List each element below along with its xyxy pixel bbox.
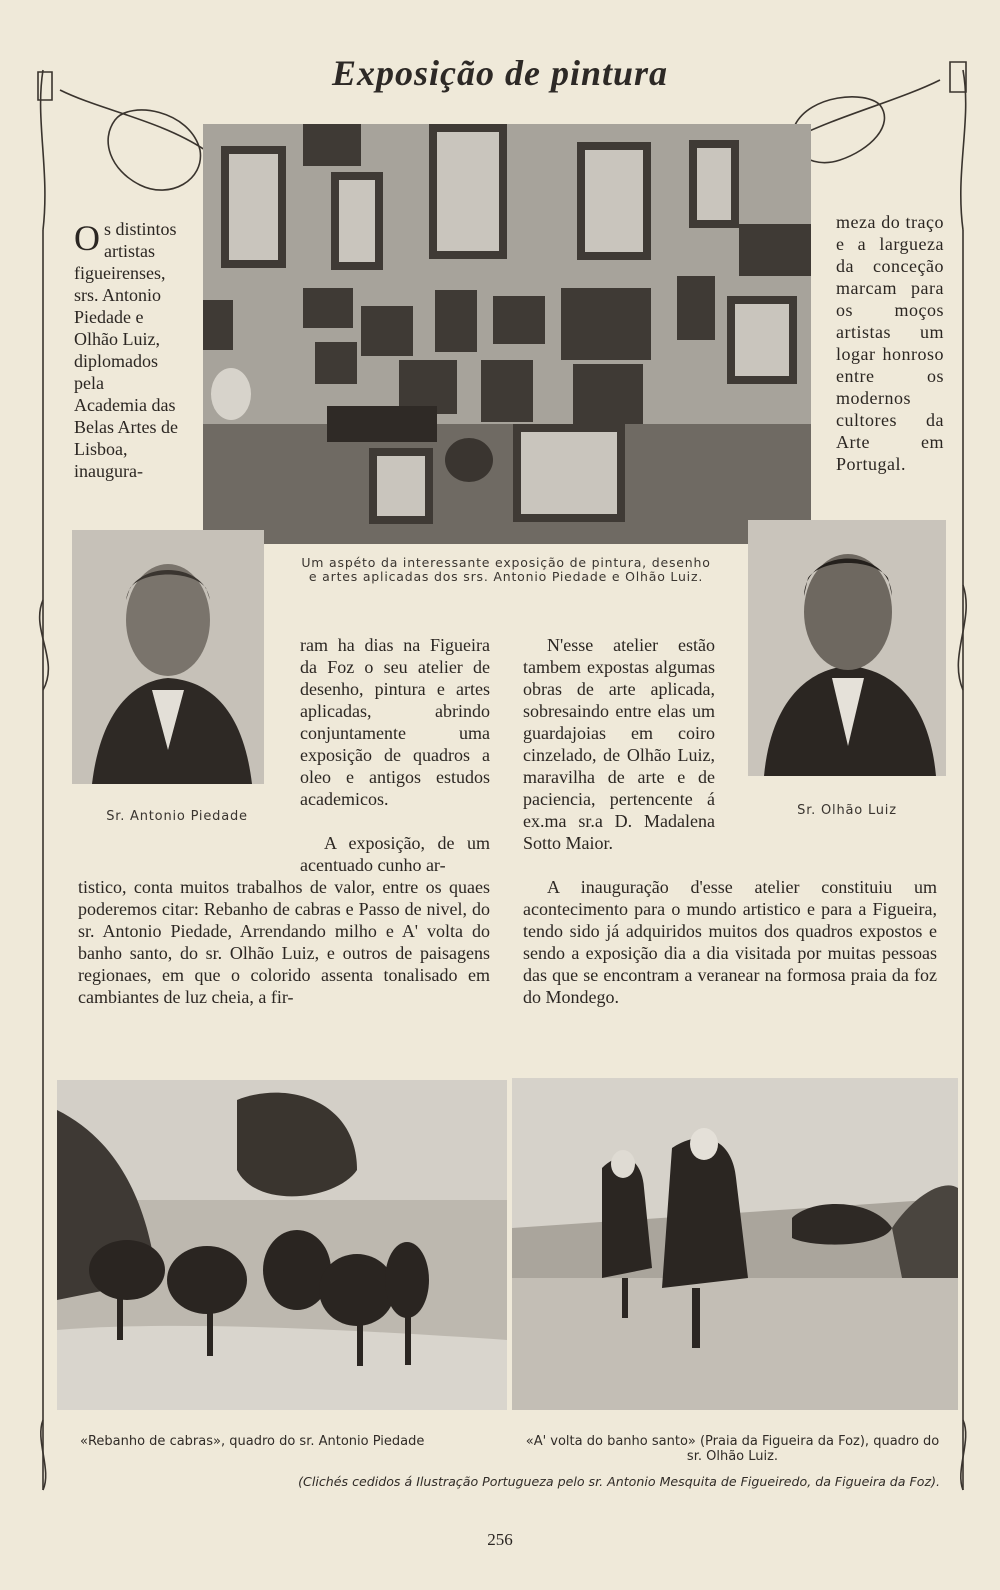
body-column-middle-2a: A exposição, de um acentuado cunho ar- (300, 833, 490, 875)
painting-rebanho-de-cabras (57, 1080, 507, 1410)
portrait-antonio-piedade (72, 530, 264, 784)
page-number: 256 (487, 1530, 513, 1549)
body-column-right-1: N'esse atelier estão tambem expostas algumas obras de arte aplicada, sobresaindo entre elas um guardajoias em coiro cinzelado, de Olhão Luiz, maravilha de arte e de paciencia, pertencente á ex.ma sr.a D. Madalena Sotto Maior. (523, 635, 715, 853)
drop-cap: O (74, 218, 100, 258)
body-column-full-left: tistico, conta muitos trabalhos de valor, entre os quaes poderemos citar: Rebanho de cabras e Passo de nivel, do sr. Antonio Piedade, Arrendando milho e A' volta do banho santo, do sr. Olhão Luiz, e outros de paisagens regionaes, em que o colorido assenta tonalisado em cambiantes de luz cheia, a fir- (78, 877, 490, 1007)
portrait-olhao-luiz (748, 520, 946, 776)
portrait-left-caption: Sr. Antonio Piedade (106, 809, 248, 824)
body-column-right-2: A inauguração d'esse atelier constituiu um acontecimento para o mundo artistico e para a Figueira, tendo sido já adquiridos muitos dos quadros expostos e sendo a exposição dia a dia visitada por muitas pessoas das que se encontram a veranear na formosa praia da foz do Mondego. (523, 877, 937, 1007)
intro-left-text (74, 218, 178, 482)
painting-a-volta-do-banho-santo (512, 1078, 958, 1410)
intro-right-text: meza do traço e a largueza da conceção marcam para os moços artistas um logar honroso entre os modernos cultores da Arte em Portugal. (836, 212, 944, 474)
photo-credits: (Clichés cedidos á Ilustração Portugueza pelo sr. Antonio Mesquita de Figueiredo, da Figueira da Foz). (298, 1474, 940, 1489)
exhibition-photo (203, 124, 811, 544)
portrait-right-caption: Sr. Olhão Luiz (797, 803, 897, 818)
body-column-middle-1: ram ha dias na Figueira da Foz o seu atelier de desenho, pintura e artes aplicadas, abrindo conjuntamente uma exposição de quadros a oleo e antigos estudos academicos. (300, 635, 490, 809)
page-title: Exposição de pintura (331, 53, 669, 93)
intro-left-body: s distintos artistas figueirenses, srs. Antonio Piedade e Olhão Luiz, diplomados pela Academia das Belas Artes de Lisboa, inaugura- (74, 219, 178, 481)
painting-right-caption: «A' volta do banho santo» (Praia da Figueira da Foz), quadro do sr. Olhão Luiz. (525, 1434, 940, 1464)
painting-left-caption: «Rebanho de cabras», quadro do sr. Antonio Piedade (80, 1434, 425, 1449)
exhibition-photo-caption: Um aspéto da interessante exposição de pintura, desenho e artes aplicadas dos srs. Antonio Piedade e Olhão Luiz. (301, 555, 711, 584)
